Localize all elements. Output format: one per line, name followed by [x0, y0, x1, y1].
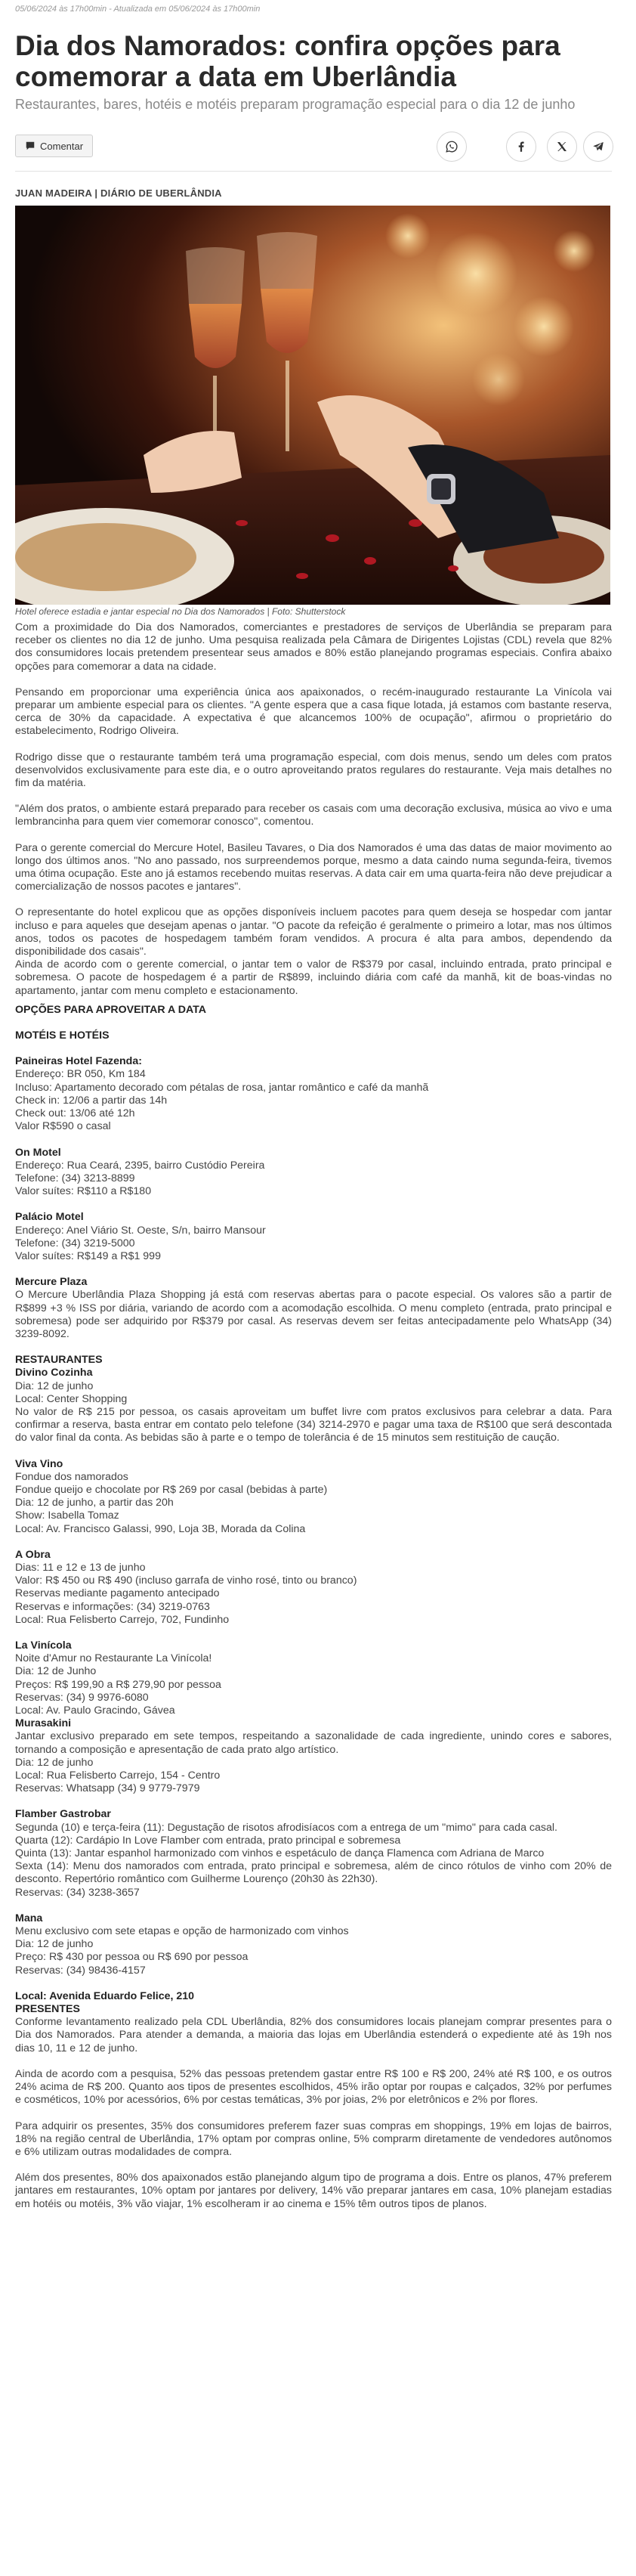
- article-photo: [15, 206, 610, 605]
- facebook-icon: [514, 140, 528, 153]
- place-detail: Endereço: BR 050, Km 184: [15, 1068, 146, 1081]
- place-name: A Obra: [15, 1548, 51, 1561]
- place-detail: Reservas: (34) 3238-3657: [15, 1886, 140, 1899]
- article-paragraph: Conforme levantamento realizado pela CDL Uberlândia, 82% dos consumidores locais planejam comprar presentes para o Dia dos Namorados. Para atender a demanda, a maioria das lojas em Uberlândia estenderá o expediente até às 19h nos dias 10, 11 e 12 de junho.: [15, 2016, 612, 2054]
- comment-button-label: Comentar: [40, 140, 84, 152]
- place-detail: Dia: 12 de junho: [15, 1756, 94, 1769]
- article-paragraph: Além dos presentes, 80% dos apaixonados estão planejando algum tipo de programa a dois. Entre os planos, 47% preferem jantares em restaurantes, 10% optam por jantares por delivery, 14% vão preparar jantares em casa, 10% planejam estadias em hotéis ou motéis, 3% vão viajar, 1% escolheram ir ao cinema e 15% têm outros tipos de planos.: [15, 2172, 612, 2210]
- share-telegram-button[interactable]: [583, 132, 613, 162]
- place-detail: Check out: 13/06 até 12h: [15, 1107, 135, 1120]
- place-detail: Reservas: (34) 98436-4157: [15, 1964, 146, 1977]
- share-whatsapp-button[interactable]: [437, 132, 467, 162]
- place-name: Palácio Motel: [15, 1211, 84, 1224]
- place-detail: Sexta (14): Menu dos namorados com entrada, prato principal e sobremesa, além de cinco rótulos de vinho com 20% de desconto. Repertório romântico com Guilherme Lourenço (20h30 às 22h30).: [15, 1860, 612, 1886]
- place-detail: Local: Rua Felisberto Carrejo, 702, Fundinho: [15, 1613, 230, 1626]
- place-detail: Check in: 12/06 a partir das 14h: [15, 1094, 168, 1107]
- place-address: Local: Avenida Eduardo Felice, 210: [15, 1989, 195, 2002]
- place-detail: Telefone: (34) 3213-8899: [15, 1172, 135, 1184]
- place-detail: Fondue queijo e chocolate por R$ 269 por casal (bebidas à parte): [15, 1483, 328, 1496]
- article-paragraph: Com a proximidade do Dia dos Namorados, comerciantes e prestadores de serviços de Uberlândia se preparam para receber os clientes no dia 12 de junho. Uma pesquisa realizada pela Câmara de Dirigentes Lojistas (CDL) revela que 82% dos consumidores locais pretendem presentear seus amados e 80% estão planejando programas especiais. Confira abaixo opções para comemorar a data na cidade.: [15, 621, 612, 673]
- place-name: On Motel: [15, 1146, 61, 1159]
- place-detail: Dia: 12 de junho, a partir das 20h: [15, 1497, 174, 1509]
- place-detail: Endereço: Rua Ceará, 2395, bairro Custódio Pereira: [15, 1159, 265, 1172]
- place-detail: Menu exclusivo com sete etapas e opção de harmonizado com vinhos: [15, 1925, 349, 1938]
- section-heading-hotels: MOTÉIS E HOTÉIS: [15, 1029, 110, 1042]
- article-paragraph: Ainda de acordo com o gerente comercial, o jantar tem o valor de R$379 por casal, incluindo entrada, prato principal e sobremesa. O pacote de hospedagem é a partir de R$899, incluindo diária com café da manhã, kit de boas-vindas no apartamento, jantar com menu completo e estacionamento.: [15, 958, 612, 997]
- x-icon: [555, 140, 569, 153]
- place-detail: Reservas: (34) 9 9976-6080: [15, 1691, 149, 1704]
- place-description: No valor de R$ 215 por pessoa, os casais aproveitam um buffet livre com pratos exclusivos para celebrar a data. Para confirmar a reserva, basta entrar em contato pelo telefone (34) 3214-2970 e pagar uma taxa de R$100 que será descontada do valor final da conta. As bebidas são à parte e o tempo de tolerância é de 15 minutos sem restituição de caução.: [15, 1405, 612, 1444]
- place-detail: Preço: R$ 430 por pessoa ou R$ 690 por pessoa: [15, 1951, 249, 1964]
- article-paragraph: Para adquirir os presentes, 35% dos consumidores preferem fazer suas compras em shoppings, 19% em lojas de bairros, 18% na região central de Uberlândia, 17% optam por compras online, 5% comprarm diretamente de vendedores autônomos e 6% utilizam outras modalidades de compra.: [15, 2119, 612, 2158]
- place-detail: Telefone: (34) 3219-5000: [15, 1237, 135, 1249]
- place-description: O Mercure Uberlândia Plaza Shopping já está com reservas abertas para o pacote especial. Os valores são a partir de R$899 +3 % ISS por diária, variando de acordo com a acomodação escolhida. O menu completo (entrada, prato principal e sobremesa) pode ser adquirido por R$379 por casal. As reservas devem ser feitas antecipadamente pelo WhatsApp (34) 3239-8092.: [15, 1289, 612, 1340]
- share-x-button[interactable]: [547, 132, 577, 162]
- section-heading-presents: PRESENTES: [15, 2003, 80, 2016]
- article-paragraph: Rodrigo disse que o restaurante também terá uma programação especial, com dois menus, sendo um deles com pratos desenvolvidos exclusivamente para este dia, e o outro aproveitando pratos regulares do restaurante. Veja mais detalhes no fim da matéria.: [15, 751, 612, 790]
- article-paragraph: O representante do hotel explicou que as opções disponíveis incluem pacotes para quem deseja se hospedar com jantar incluso e para aqueles que desejam apenas o jantar. "O pacote da refeição é geralmente o primeiro a lotar, mas nos últimos anos, todos os pacotes de hospedagem também foram vendidos. A procura é alta para ambos, dependendo da disponibilidade dos casais".: [15, 906, 612, 958]
- article-paragraph: Pensando em proporcionar uma experiência única aos apaixonados, o recém-inaugurado restaurante La Vinícola vai preparar um ambiente especial para os clientes. "A gente espera que a casa fique lotada, já estamos com bastante reserva, cerca de 30% da capacidade. A expectativa é que alcancemos 100% de ocupação", afirmou o proprietário do estabelecimento, Rodrigo Oliveira.: [15, 686, 612, 738]
- place-detail: Segunda (10) e terça-feira (11): Degustação de risotos afrodisíacos com a entrega de um "mimo" para cada casal.: [15, 1821, 557, 1834]
- place-detail: Incluso: Apartamento decorado com pétalas de rosa, jantar romântico e café da manhã: [15, 1081, 429, 1094]
- telegram-icon: [591, 140, 605, 153]
- place-name: Divino Cozinha: [15, 1367, 93, 1379]
- place-name: Mana: [15, 1912, 43, 1924]
- place-detail: Show: Isabella Tomaz: [15, 1509, 119, 1522]
- place-name: Viva Vino: [15, 1457, 63, 1470]
- page-subtitle: Restaurantes, bares, hotéis e motéis preparam programação especial para o dia 12 de junho: [15, 97, 576, 112]
- place-detail: Noite d'Amur no Restaurante La Vinícola!: [15, 1652, 212, 1665]
- publish-dates: 05/06/2024 às 17h00min - Atualizada em 05/06/2024 às 17h00min: [15, 5, 261, 14]
- byline: JUAN MADEIRA | DIÁRIO DE UBERLÂNDIA: [15, 187, 222, 199]
- photo-caption: Hotel oferece estadia e jantar especial no Dia dos Namorados | Foto: Shutterstock: [15, 606, 346, 617]
- place-detail: Quarta (12): Cardápio In Love Flamber com entrada, prato principal e sobremesa: [15, 1834, 401, 1847]
- place-detail: Dia: 12 de junho: [15, 1938, 94, 1951]
- place-detail: Dias: 11 e 12 e 13 de junho: [15, 1561, 146, 1574]
- place-detail: Dia: 12 de Junho: [15, 1665, 97, 1678]
- place-detail: Endereço: Anel Viário St. Oeste, S/n, bairro Mansour: [15, 1224, 266, 1237]
- article-paragraph: Para o gerente comercial do Mercure Hotel, Basileu Tavares, o Dia dos Namorados é uma das datas de maior movimento ao longo dos últimos anos. "No ano passado, nos surpreendemos porque, mesmo a data caindo numa segunda-feira, tivemos uma ótima ocupação. Este ano já estamos recebendo muitas reservas. A data cair em uma quarta-feira não deve prejudicar a comercialização de nossos pacotes e jantares".: [15, 841, 612, 893]
- article-body: [15, 621, 612, 2211]
- whatsapp-icon: [445, 140, 458, 153]
- place-detail: Reservas: Whatsapp (34) 9 9779-7979: [15, 1782, 200, 1795]
- place-detail: Valor suítes: R$110 a R$180: [15, 1185, 152, 1198]
- place-detail: Local: Av. Francisco Galassi, 990, Loja 3B, Morada da Colina: [15, 1522, 306, 1535]
- section-heading-options: OPÇÕES PARA APROVEITAR A DATA: [15, 1003, 207, 1016]
- place-detail: Valor R$590 o casal: [15, 1120, 111, 1133]
- place-name: Paineiras Hotel Fazenda:: [15, 1055, 142, 1068]
- place-detail: Valor suítes: R$149 a R$1 999: [15, 1249, 161, 1262]
- place-description: Jantar exclusivo preparado em sete tempos, respeitando a sazonalidade de cada ingrediente, unindo cores e sabores, tornando a composição e apresentação de cada prato algo artístico.: [15, 1730, 612, 1756]
- place-detail: Local: Av. Paulo Gracindo, Gávea: [15, 1704, 175, 1717]
- place-detail: Preços: R$ 199,90 a R$ 279,90 por pessoa: [15, 1678, 221, 1691]
- place-detail: Quinta (13): Jantar espanhol harmonizado com vinhos e espetáculo de dança Flamenca com Adriana de Marco: [15, 1847, 545, 1860]
- place-detail: Reservas e informações: (34) 3219-0763: [15, 1600, 210, 1613]
- comment-button[interactable]: [15, 135, 93, 157]
- place-detail: Local: Rua Felisberto Carrejo, 154 - Centro: [15, 1769, 221, 1782]
- place-name: Mercure Plaza: [15, 1276, 88, 1289]
- place-name: La Vinícola: [15, 1639, 72, 1652]
- place-detail: Local: Center Shopping: [15, 1392, 128, 1405]
- page-title: Dia dos Namorados: confira opções para comemorar a data em Uberlândia: [15, 30, 560, 92]
- place-detail: Dia: 12 de junho: [15, 1379, 94, 1392]
- article-paragraph: Ainda de acordo com a pesquisa, 52% das pessoas pretendem gastar entre R$ 100 e R$ 200, 24% até R$ 100, e os outros 24% acima de R$ 200. Quanto aos tipos de presentes escolhidos, 45% irão optar por roupas e calçados, 32% por perfumes e cosméticos, 10% por acessórios, 6% por cestas temáticas, 3% por joias, 2% por eletrônicos e 2% por flores.: [15, 2067, 612, 2107]
- header-divider: [15, 171, 612, 172]
- place-detail: Reservas mediante pagamento antecipado: [15, 1587, 220, 1600]
- place-name: Murasakini: [15, 1717, 72, 1730]
- comment-icon: [25, 141, 36, 151]
- section-heading-restaurants: RESTAURANTES: [15, 1354, 103, 1367]
- place-detail: Valor: R$ 450 ou R$ 490 (incluso garrafa de vinho rosé, tinto ou branco): [15, 1574, 357, 1587]
- couple-toasting-photo: [15, 206, 610, 605]
- article-paragraph: "Além dos pratos, o ambiente estará preparado para receber os casais com uma decoração exclusiva, música ao vivo e uma lembrancinha para quem vier comemorar conosco", comentou.: [15, 803, 612, 828]
- place-name: Flamber Gastrobar: [15, 1808, 111, 1821]
- place-detail: Fondue dos namorados: [15, 1470, 128, 1483]
- share-facebook-button[interactable]: [506, 132, 536, 162]
